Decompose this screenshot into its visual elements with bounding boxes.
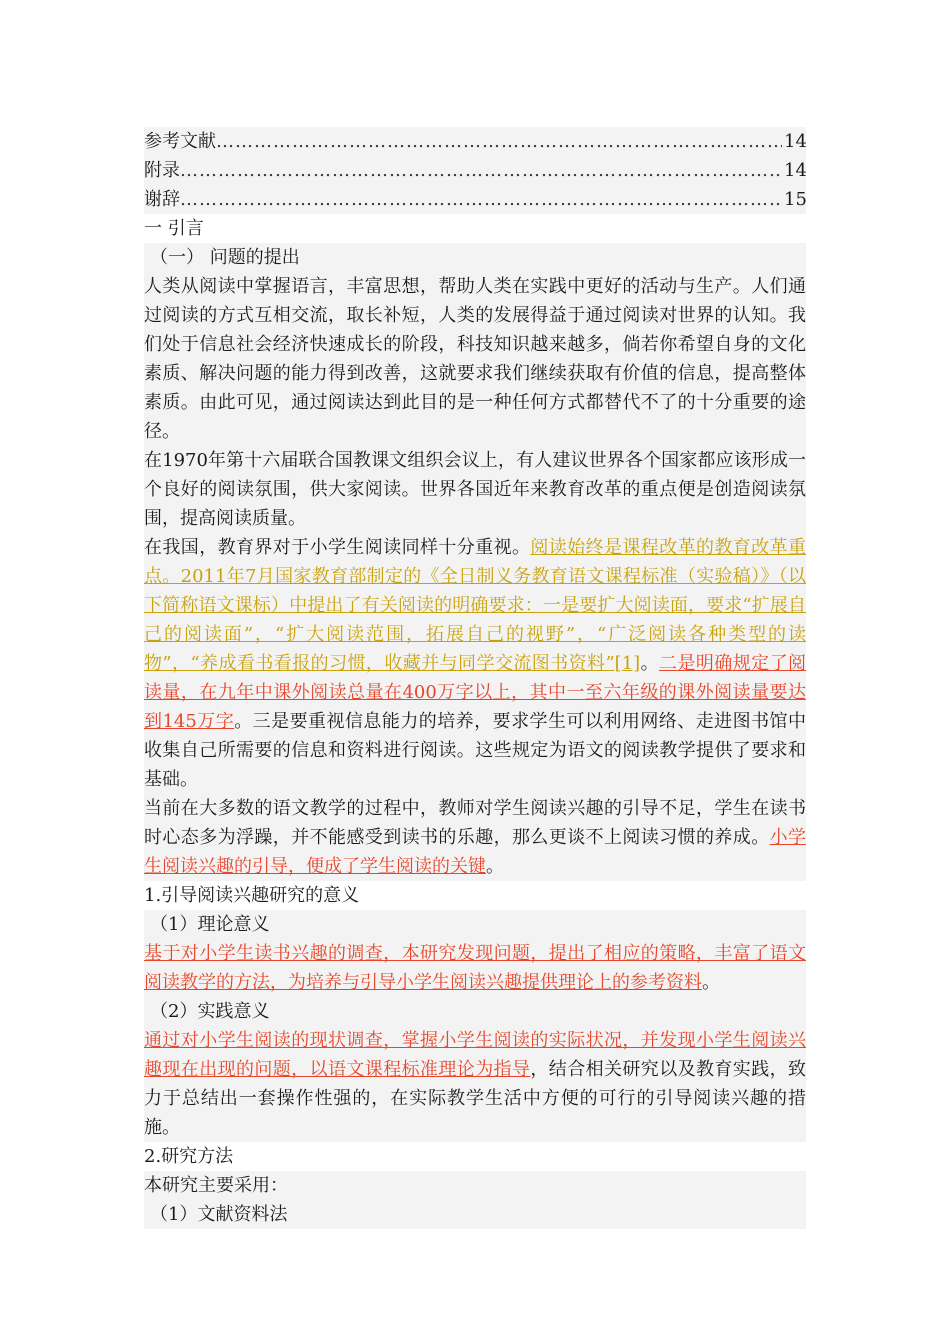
paragraph-text: 。: [702, 972, 720, 993]
toc-entry-references[interactable]: [144, 127, 806, 156]
paragraph-6: [144, 1026, 806, 1142]
heading-significance: 1.引导阅读兴趣研究的意义: [144, 885, 360, 906]
highlighted-text-red: 小学生阅读兴趣的引导，便成了学生阅读的关键: [144, 827, 807, 877]
paragraph-1: 人类从阅读中掌握语言，丰富思想，帮助人类在实践中更好的活动与生产。人们通过阅读的方式互相交流，取长补短，人类的发展得益于通过阅读对世界的认知。我们处于信息社会经济快速成长的阶段，科技知识越来越多，倘若你希望自身的文化素质、解决问题的能力得到改善，这就要求我们继续获取有价值的信息，提高整体素质。由此可见，通过阅读达到此目的是一种任何方式都替代不了的十分重要的途径。: [144, 272, 806, 446]
paragraph-text: 。: [486, 856, 504, 877]
paragraph-text: 。三是要重视信息能力的培养，要求学生可以利用网络、走进图书馆中收集自己所需要的信息和资料进行阅读。这些规定为语文的阅读教学提供了要求和基础。: [144, 711, 807, 790]
paragraph-3: [144, 533, 806, 794]
paragraph-5: [144, 939, 806, 997]
toc-page-number: 15: [784, 189, 807, 210]
heading-literature-method: （1）文献资料法: [144, 1200, 806, 1229]
toc-page-number: 14: [784, 160, 807, 181]
paragraph-text: ，结合相关研究以及教育实践，致力于总结出一套操作性强的，在实际教学生活中方便的可行的引导阅读兴趣的措施。: [144, 1059, 807, 1138]
paragraph-text: 当前在大多数的语文教学的过程中，教师对学生阅读兴趣的引导不足，学生在读书时心态多为浮躁，并不能感受到读书的乐趣，那么更谈不上阅读习惯的养成。: [144, 798, 806, 848]
toc-title: 附录: [144, 160, 180, 181]
toc-title: 参考文献: [144, 131, 216, 152]
toc-entry-acknowledgements[interactable]: [144, 185, 806, 214]
subsection-heading: （一） 问题的提出: [144, 243, 806, 272]
heading-methods: 2.研究方法: [144, 1146, 234, 1167]
highlighted-text-red: 基于对小学生读书兴趣的调查，本研究发现问题，提出了相应的策略，丰富了语文阅读教学的方法，为培养与引导小学生阅读兴趣提供理论上的参考资料: [144, 943, 806, 993]
toc-leader: [180, 156, 782, 185]
paragraph-4: [144, 794, 806, 881]
paragraph-7: 本研究主要采用：: [144, 1171, 806, 1200]
toc-page-number: 14: [784, 131, 807, 152]
heading-practice: （2）实践意义: [144, 997, 806, 1026]
paragraph-text: 。: [640, 653, 660, 674]
toc-title: 谢辞: [144, 189, 180, 210]
paragraph-2: 在1970年第十六届联合国教课文组织会议上，有人建议世界各个国家都应该形成一个良好的阅读氛围，供大家阅读。世界各国近年来教育改革的重点便是创造阅读氛围，提高阅读质量。: [144, 446, 806, 533]
highlighted-text-yellow: 阅读始终是课程改革的教育改革重点。2011年7月国家教育部制定的《全日制义务教育语文课程标准（实验稿）》（以下简称语文课标）中提出了有关阅读的明确要求：一是要扩大阅读面，要求“扩展自己的阅读面”，“扩大阅读范围，拓展自己的视野”，“广泛阅读各种类型的读物”，“养成看书看报的习惯，收藏并与同学交流图书资料”[1]: [144, 537, 807, 674]
toc-entry-appendix[interactable]: [144, 156, 806, 185]
section-heading: 一 引言: [144, 218, 204, 239]
paragraph-text: 在我国，教育界对于小学生阅读同样十分重视。: [144, 537, 531, 558]
highlighted-text-red: 通过对小学生阅读的现状调查，掌握小学生阅读的实际状况，并发现小学生阅读兴趣现在出现的问题，以语文课程标准理论为指导: [144, 1030, 806, 1080]
highlighted-text-red: 二是明确规定了阅读量，在九年中课外阅读总量在400万字以上，其中一至六年级的课外阅读量要达到145万字: [144, 653, 807, 732]
toc-leader: [216, 127, 782, 156]
heading-theory: （1）理论意义: [144, 910, 806, 939]
toc-leader: [180, 185, 782, 214]
document-body: [144, 127, 806, 1229]
